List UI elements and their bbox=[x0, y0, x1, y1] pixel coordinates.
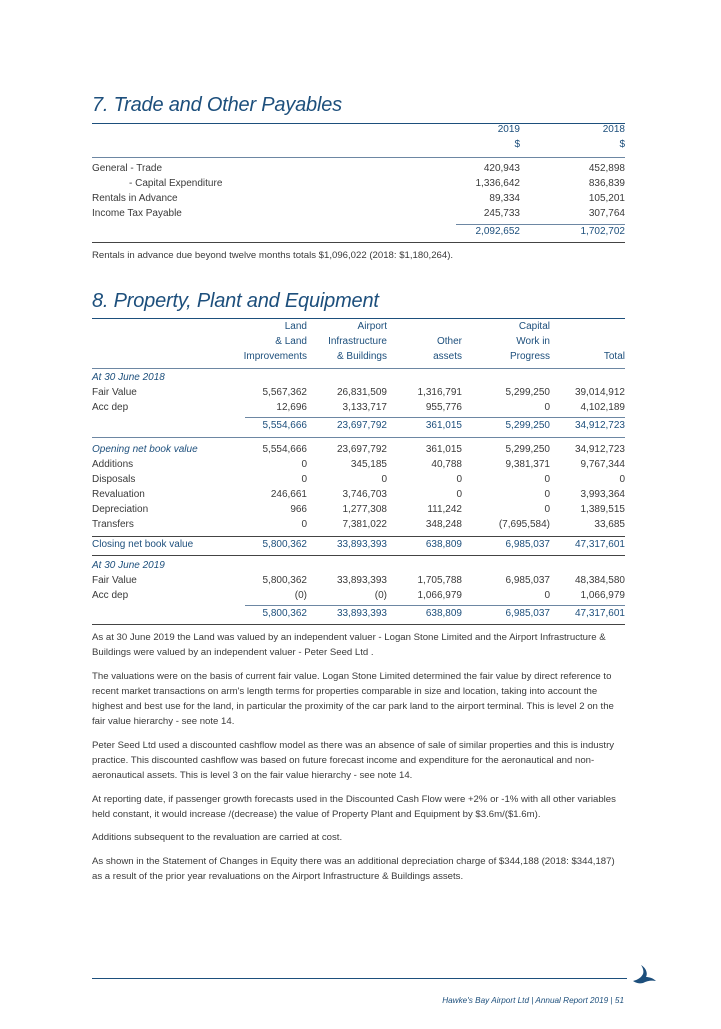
table-row bbox=[92, 518, 625, 533]
cell: 5,800,362 bbox=[262, 539, 307, 550]
header-airport: Airport bbox=[357, 321, 387, 332]
ppe-header-rule bbox=[92, 368, 625, 369]
cell: 0 bbox=[544, 589, 550, 601]
cell: 7,381,022 bbox=[342, 518, 387, 530]
value-2018: 452,898 bbox=[588, 163, 625, 174]
row-label: Transfers bbox=[92, 518, 134, 530]
header-capital: Progress bbox=[509, 350, 550, 362]
note-paragraph: Additions subsequent to the revaluation are carried at cost. bbox=[92, 832, 343, 844]
ppe-header-line-3 bbox=[92, 350, 625, 365]
ppe-2019-table bbox=[92, 559, 625, 604]
cell: 361,015 bbox=[425, 420, 462, 431]
header-airport: Infrastructure bbox=[328, 335, 387, 347]
cell: 40,788 bbox=[431, 458, 462, 470]
col-2018: 2018 bbox=[602, 124, 625, 135]
cell: 5,554,666 bbox=[262, 420, 307, 431]
cell: 33,893,393 bbox=[336, 608, 387, 619]
header-total: Total bbox=[603, 350, 625, 362]
row-label: Additions bbox=[92, 458, 134, 470]
ppe-notes bbox=[92, 630, 624, 893]
cell: 47,317,601 bbox=[574, 608, 625, 619]
total-2018: 1,702,702 bbox=[580, 226, 625, 237]
cell: 0 bbox=[456, 473, 462, 485]
row-label: Rentals in Advance bbox=[92, 192, 178, 204]
payables-unit-header bbox=[92, 138, 625, 153]
cell: 6,985,037 bbox=[505, 608, 550, 619]
header-airport: & Buildings bbox=[336, 350, 387, 362]
unit-2018: $ bbox=[619, 138, 625, 150]
cell: 23,697,792 bbox=[336, 420, 387, 431]
cell: 47,317,601 bbox=[574, 539, 625, 550]
cell: (7,695,584) bbox=[498, 518, 550, 530]
payables-total bbox=[92, 225, 625, 240]
cell: 0 bbox=[381, 473, 387, 485]
footer-rule bbox=[92, 978, 627, 979]
value-2019: 245,733 bbox=[483, 207, 520, 219]
ppe-2018-bottom-rule bbox=[92, 437, 625, 438]
row-label: General - Trade bbox=[92, 163, 163, 174]
payables-header-rule bbox=[92, 157, 625, 158]
unit-2019: $ bbox=[514, 138, 520, 150]
cell: 4,102,189 bbox=[580, 401, 625, 413]
footer-text: Hawke's Bay Airport Ltd | Annual Report 2019 | 51 bbox=[442, 996, 624, 1005]
closing-label: Closing net book value bbox=[92, 539, 194, 550]
cell: 5,299,250 bbox=[505, 444, 550, 455]
cell: 0 bbox=[544, 401, 550, 413]
section-8-title: 8. Property, Plant and Equipment bbox=[92, 290, 379, 312]
cell: 5,567,362 bbox=[262, 386, 307, 398]
cell: 361,015 bbox=[425, 444, 462, 455]
cell: 1,066,979 bbox=[580, 589, 625, 601]
cell: 966 bbox=[290, 503, 307, 515]
value-2019: 1,336,642 bbox=[475, 177, 520, 189]
section-7-title: 7. Trade and Other Payables bbox=[92, 94, 342, 116]
cell: 638,809 bbox=[425, 539, 462, 550]
cell: 39,014,912 bbox=[574, 386, 625, 398]
table-row bbox=[92, 458, 625, 473]
cell: 638,809 bbox=[425, 608, 462, 619]
note-paragraph: The valuations were on the basis of current fair value. Logan Stone Limited determined the fair value by direct reference to recent market transactions on arm's length terms for properties comparable in size and location, taking into account the highest and best use for the land, in particular the proximity of the car park land to the airport terminal. This is level 2 on the fair value hierarchy - see note 14. bbox=[92, 670, 614, 728]
cell: 26,831,509 bbox=[336, 386, 387, 398]
row-label: Fair Value bbox=[92, 386, 137, 398]
value-2019: 89,334 bbox=[489, 192, 520, 204]
cell: 5,299,250 bbox=[505, 420, 550, 431]
table-row bbox=[92, 177, 625, 192]
ppe-header-line-2 bbox=[92, 335, 625, 350]
cell: 9,767,344 bbox=[580, 458, 625, 470]
ppe-2018-table bbox=[92, 371, 625, 416]
table-row bbox=[92, 488, 625, 503]
ppe-bottom-rule bbox=[92, 624, 625, 625]
value-2018: 307,764 bbox=[588, 207, 625, 219]
closing-top-rule bbox=[92, 536, 625, 537]
value-2018: 836,839 bbox=[588, 177, 625, 189]
ppe-2019-subtotal-rule bbox=[245, 605, 625, 606]
cell: 345,185 bbox=[350, 458, 387, 470]
row-label: Revaluation bbox=[92, 488, 145, 500]
note-paragraph: As at 30 June 2019 the Land was valued by an independent valuer - Logan Stone Limited and the Airport Infrastructure & Buildings were valued by an independent valuer - Peter Seed Ltd . bbox=[92, 632, 606, 659]
payables-bottom-rule bbox=[92, 242, 625, 243]
cell: 1,277,308 bbox=[342, 503, 387, 515]
cell: 33,893,393 bbox=[336, 539, 387, 550]
row-label: Fair Value bbox=[92, 574, 137, 586]
cell: 33,685 bbox=[594, 518, 625, 530]
closing-row bbox=[92, 538, 625, 553]
cell: 33,893,393 bbox=[336, 574, 387, 586]
cell: 1,389,515 bbox=[580, 503, 625, 515]
cell: (0) bbox=[294, 589, 307, 601]
subtotal-row bbox=[92, 607, 625, 622]
cell: 0 bbox=[544, 503, 550, 515]
header-capital: Capital bbox=[518, 321, 550, 332]
cell: 111,242 bbox=[427, 503, 462, 515]
row-label: Acc dep bbox=[92, 589, 129, 601]
payables-note: Rentals in advance due beyond twelve months totals $1,096,022 (2018: $1,180,264). bbox=[92, 250, 454, 261]
row-label: Acc dep bbox=[92, 401, 129, 413]
cell: 0 bbox=[544, 473, 550, 485]
cell: 9,381,371 bbox=[505, 458, 550, 470]
table-row bbox=[92, 473, 625, 488]
table-row bbox=[92, 574, 625, 589]
payables-body bbox=[92, 162, 625, 222]
cell: 1,066,979 bbox=[417, 589, 462, 601]
cell: 12,696 bbox=[276, 401, 307, 413]
value-2019: 420,943 bbox=[483, 163, 520, 174]
row-label: Income Tax Payable bbox=[92, 207, 182, 219]
cell: 955,776 bbox=[425, 401, 462, 413]
ppe-2019-subtotal bbox=[92, 607, 625, 622]
col-2019: 2019 bbox=[497, 124, 520, 135]
value-2018: 105,201 bbox=[588, 192, 625, 204]
cell: 246,661 bbox=[270, 488, 307, 500]
note-paragraph: At reporting date, if passenger growth forecasts used in the Discounted Cash Flow were +2% or -1% with all other variables held constant, it would increase /(decrease) the value of Property Plant and Equipment by $3.6m/($1.6m). bbox=[92, 793, 616, 820]
table-row bbox=[92, 503, 625, 518]
cell: 5,554,666 bbox=[262, 444, 307, 455]
cell: 34,912,723 bbox=[574, 444, 625, 455]
table-row bbox=[92, 207, 625, 222]
cell: 0 bbox=[456, 488, 462, 500]
header-other: assets bbox=[433, 350, 462, 362]
opening-label: Opening net book value bbox=[92, 444, 198, 455]
ppe-2018-subtotal-rule bbox=[245, 417, 625, 418]
subtotal-row bbox=[92, 419, 625, 434]
cell: 34,912,723 bbox=[574, 420, 625, 431]
cell: 0 bbox=[301, 518, 307, 530]
total-row bbox=[92, 225, 625, 240]
header-land: Improvements bbox=[243, 350, 307, 362]
header-other: Other bbox=[436, 335, 462, 347]
table-row bbox=[92, 162, 625, 177]
table-row bbox=[92, 589, 625, 604]
table-row bbox=[92, 192, 625, 207]
header-total bbox=[550, 320, 625, 335]
cell: 48,384,580 bbox=[574, 574, 625, 586]
cell: 1,316,791 bbox=[417, 386, 462, 398]
cell: 348,248 bbox=[425, 518, 462, 530]
note-paragraph: Peter Seed Ltd used a discounted cashflow model as there was an absence of sale of similar properties and this is industry practice. This discounted cashflow was based on future forecast income and expenditure for the aeronautical and non-aeronautical assets. This is level 3 on the fair value hierarchy - see note 14. bbox=[92, 739, 615, 782]
cell: (0) bbox=[374, 589, 387, 601]
ppe-2018-subtotal bbox=[92, 419, 625, 434]
opening-row bbox=[92, 443, 625, 458]
cell: 6,985,037 bbox=[505, 574, 550, 586]
cell: 0 bbox=[301, 458, 307, 470]
cell: 3,993,364 bbox=[580, 488, 625, 500]
header-capital: Work in bbox=[516, 335, 550, 347]
header-land: Land bbox=[284, 321, 307, 332]
section-label-row bbox=[92, 371, 625, 386]
table-row bbox=[92, 401, 625, 416]
cell: 5,800,362 bbox=[262, 574, 307, 586]
bird-logo-icon bbox=[631, 963, 657, 988]
header-land: & Land bbox=[275, 335, 307, 347]
payables-table bbox=[92, 123, 625, 153]
header-total bbox=[550, 335, 625, 350]
section-8-rule bbox=[92, 318, 625, 319]
table-row bbox=[92, 386, 625, 401]
closing-bottom-rule bbox=[92, 555, 625, 556]
ppe-header bbox=[92, 320, 625, 365]
ppe-movement-table bbox=[92, 443, 625, 532]
cell: 23,697,792 bbox=[336, 444, 387, 455]
cell: 3,746,703 bbox=[342, 488, 387, 500]
row-label: Depreciation bbox=[92, 503, 149, 515]
row-label: - Capital Expenditure bbox=[129, 177, 223, 189]
section-label-row bbox=[92, 559, 625, 574]
cell: 0 bbox=[619, 473, 625, 485]
payables-year-header bbox=[92, 123, 625, 138]
cell: 0 bbox=[301, 473, 307, 485]
note-paragraph: As shown in the Statement of Changes in Equity there was an additional depreciation charge of $344,188 (2018: $344,187) as a result of the prior year revaluations on the Airport Infrastructure & Buildings assets. bbox=[92, 855, 615, 883]
row-label: Disposals bbox=[92, 473, 136, 485]
ppe-closing bbox=[92, 538, 625, 553]
header-other bbox=[387, 320, 462, 335]
at-2018-label: At 30 June 2018 bbox=[92, 372, 165, 383]
cell: 1,705,788 bbox=[417, 574, 462, 586]
at-2019-label: At 30 June 2019 bbox=[92, 560, 165, 571]
cell: 5,800,362 bbox=[262, 608, 307, 619]
cell: 5,299,250 bbox=[505, 386, 550, 398]
total-2019: 2,092,652 bbox=[475, 226, 520, 237]
cell: 3,133,717 bbox=[342, 401, 387, 413]
cell: 0 bbox=[544, 488, 550, 500]
ppe-header-line-1 bbox=[92, 320, 625, 335]
cell: 6,985,037 bbox=[505, 539, 550, 550]
